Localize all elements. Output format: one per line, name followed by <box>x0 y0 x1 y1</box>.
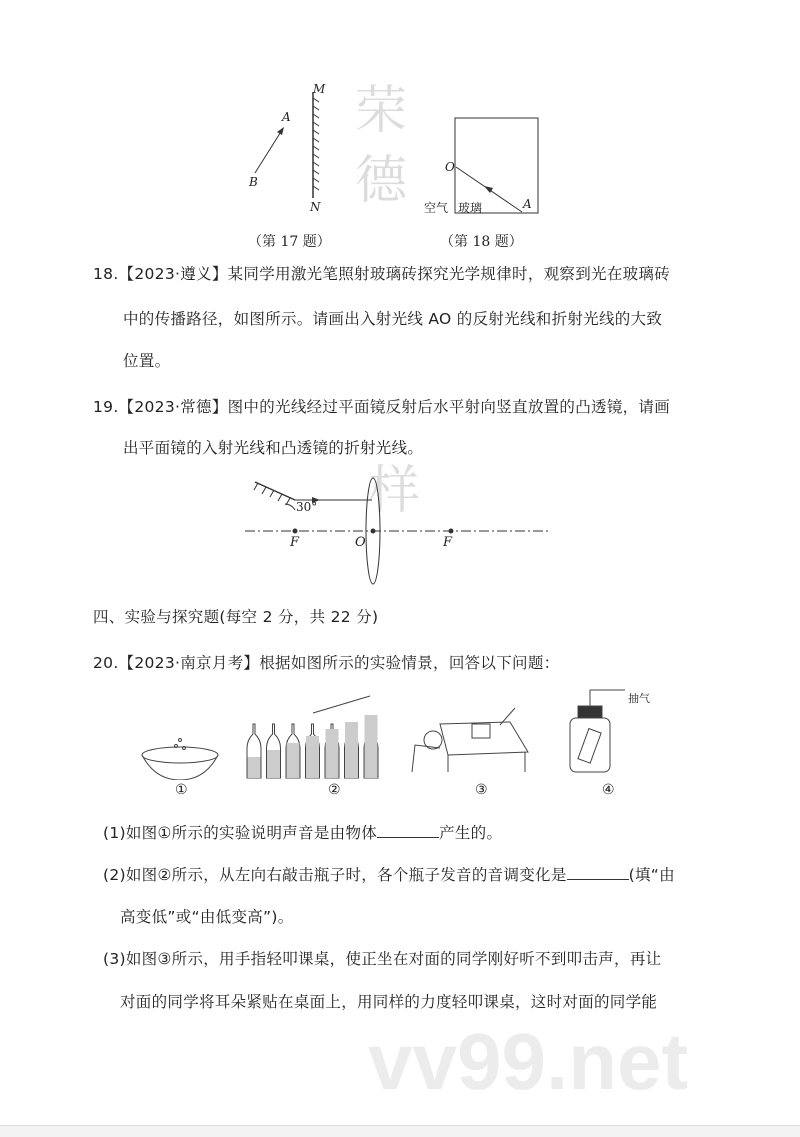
pump-label: 抽气 <box>628 692 650 705</box>
label-glass: 玻璃 <box>458 201 483 215</box>
figure-17-mirror <box>240 80 340 220</box>
q19-line: 19.【2023·常德】图中的光线经过平面镜反射后水平射向竖直放置的凸透镜，请画 <box>93 398 671 416</box>
bottle-water <box>326 729 339 778</box>
q20-part3: (3)如图③所示，用手指轻叩课桌，使正坐在对面的同学刚好听不到叩击声，再让 <box>103 950 662 968</box>
text: (填“由 <box>628 866 675 884</box>
jar-figure <box>570 690 625 772</box>
watermark-char: 德 <box>355 151 408 211</box>
q20-part2-cont: 高变低”或“由低变高”)。 <box>120 908 294 926</box>
q20-stem: 20.【2023·南京月考】根据如图所示的实验情景，回答以下问题： <box>93 654 560 672</box>
label-M: M <box>313 82 326 96</box>
fig-label: ③ <box>475 782 488 798</box>
answer-blank[interactable] <box>377 823 439 838</box>
bottle-water <box>345 722 358 778</box>
text: (1)如图①所示的实验说明声音是由物体 <box>103 824 378 842</box>
section-heading: 四、实验与探究题(每空 2 分，共 22 分) <box>93 608 379 626</box>
bottle-water <box>287 743 300 778</box>
label-air: 空气 <box>424 201 449 215</box>
bottle-water <box>306 736 319 778</box>
bottle-water <box>248 757 261 778</box>
label-N: N <box>310 200 321 214</box>
q18-line: 18.【2023·遵义】某同学用激光笔照射玻璃砖探究光学规律时，观察到光在玻璃砖 <box>93 265 671 283</box>
fig-label: ④ <box>602 782 615 798</box>
bottle-water <box>267 750 280 778</box>
figure-19-lens <box>240 470 560 590</box>
q20-part3-cont: 对面的同学将耳朵紧贴在桌面上，用同样的力度轻叩课桌，这时对面的同学能 <box>120 993 658 1011</box>
label-F-right: F <box>443 535 453 550</box>
figure-18-caption: （第 18 题） <box>440 234 523 250</box>
bottles-figure <box>247 715 378 778</box>
angle-label: 30° <box>296 500 318 514</box>
desk-figure <box>412 708 528 772</box>
q18-line: 位置。 <box>123 352 171 370</box>
watermark-char: 荣 <box>355 81 408 141</box>
text: (2)如图②所示，从左向右敲击瓶子时，各个瓶子发音的音调变化是 <box>103 866 567 884</box>
watermark-site: vv99.net <box>368 1017 689 1106</box>
figure-17-caption: （第 17 题） <box>248 234 331 250</box>
label-A: A <box>523 197 532 211</box>
q19-line: 出平面镜的入射光线和凸透镜的折射光线。 <box>123 439 424 457</box>
fig-label: ① <box>175 782 188 798</box>
label-F-left: F <box>290 535 300 550</box>
q20-part2 <box>103 863 675 885</box>
q20-part1 <box>103 821 502 843</box>
label-A: A <box>282 110 291 124</box>
q18-line: 中的传播路径，如图所示。请画出入射光线 AO 的反射光线和折射光线的大致 <box>123 310 663 328</box>
fig-label: ② <box>328 782 341 798</box>
figure-20-experiments <box>130 680 670 780</box>
text: 产生的。 <box>439 824 503 842</box>
watermark-char: 样 <box>368 461 421 521</box>
label-O: O <box>355 535 366 550</box>
bowl-figure <box>142 739 218 781</box>
label-O: O <box>445 160 455 174</box>
label-B: B <box>249 175 258 189</box>
answer-blank[interactable] <box>567 865 629 880</box>
bottle-water <box>365 715 378 778</box>
